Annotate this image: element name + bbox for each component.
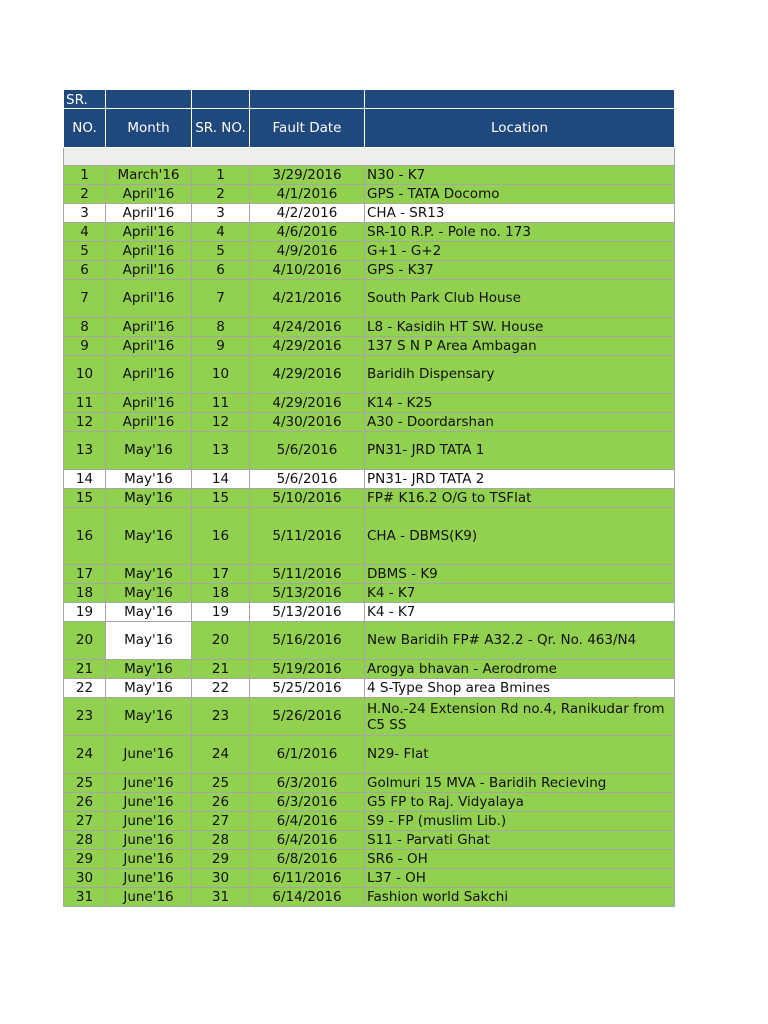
cell-sr[interactable]: 14 [64,470,106,489]
table-row [64,679,675,698]
table-row [64,508,675,565]
cell-sr[interactable]: 8 [64,318,106,337]
table-row [64,318,675,337]
cell-month[interactable]: June'16 [106,831,192,850]
cell-location[interactable]: CHA - SR13 [365,204,675,223]
table-row [64,698,675,736]
cell-location[interactable]: CHA - DBMS(K9) [365,508,675,565]
table-row [64,812,675,831]
cell-fault-date[interactable]: 5/13/2016 [250,584,365,603]
header-blank [106,90,192,109]
cell-sr-no[interactable]: 25 [192,774,250,793]
cell-location[interactable]: SR-10 R.P. - Pole no. 173 [365,223,675,242]
cell-sr-no[interactable]: 5 [192,242,250,261]
cell-sr-no[interactable]: 16 [192,508,250,565]
cell-location[interactable]: S11 - Parvati Ghat [365,831,675,850]
cell-sr[interactable]: 27 [64,812,106,831]
table-row [64,280,675,318]
cell-location[interactable]: L37 - OH [365,869,675,888]
cell-sr-no[interactable]: 30 [192,869,250,888]
cell-month[interactable]: April'16 [106,280,192,318]
cell-location[interactable]: N29- Flat [365,736,675,774]
cell-fault-date[interactable]: 5/16/2016 [250,622,365,660]
cell-location[interactable]: L8 - Kasidih HT SW. House [365,318,675,337]
cell-sr[interactable]: 10 [64,356,106,394]
cell-fault-date[interactable]: 4/29/2016 [250,394,365,413]
cell-month[interactable]: April'16 [106,394,192,413]
cell-sr-no[interactable]: 1 [192,166,250,185]
cell-location[interactable]: South Park Club House [365,280,675,318]
cell-location[interactable]: PN31- JRD TATA 2 [365,470,675,489]
cell-month[interactable]: May'16 [106,679,192,698]
table-row [64,432,675,470]
cell-sr[interactable]: 18 [64,584,106,603]
cell-month[interactable]: June'16 [106,736,192,774]
cell-sr[interactable]: 12 [64,413,106,432]
cell-month[interactable]: June'16 [106,869,192,888]
cell-fault-date[interactable]: 4/6/2016 [250,223,365,242]
cell-sr-no[interactable]: 31 [192,888,250,907]
cell-sr[interactable]: 15 [64,489,106,508]
cell-sr[interactable]: 23 [64,698,106,736]
header-fault-date[interactable]: Fault Date [250,109,365,148]
cell-sr-no[interactable]: 22 [192,679,250,698]
cell-month[interactable]: June'16 [106,850,192,869]
cell-location[interactable]: Arogya bhavan - Aerodrome [365,660,675,679]
cell-month[interactable]: May'16 [106,660,192,679]
cell-location[interactable]: FP# K16.2 O/G to TSFlat [365,489,675,508]
cell-location[interactable]: New Baridih FP# A32.2 - Qr. No. 463/N4 [365,622,675,660]
cell-month[interactable]: May'16 [106,584,192,603]
cell-sr-no[interactable]: 27 [192,812,250,831]
table-row [64,736,675,774]
cell-month[interactable]: May'16 [106,565,192,584]
cell-fault-date[interactable]: 4/2/2016 [250,204,365,223]
cell-month[interactable]: March'16 [106,166,192,185]
table-row [64,888,675,907]
cell-month[interactable]: June'16 [106,812,192,831]
cell-fault-date[interactable]: 4/30/2016 [250,413,365,432]
cell-fault-date[interactable]: 4/9/2016 [250,242,365,261]
table-row [64,223,675,242]
cell-sr[interactable]: 2 [64,185,106,204]
cell-fault-date[interactable]: 4/10/2016 [250,261,365,280]
table-row [64,831,675,850]
header-sr-top[interactable]: SR. [64,90,106,109]
cell-month[interactable]: May'16 [106,432,192,470]
cell-location[interactable]: K4 - K7 [365,584,675,603]
table-row [64,261,675,280]
cell-location[interactable]: 4 S-Type Shop area Bmines [365,679,675,698]
header-blank [365,90,675,109]
cell-sr[interactable]: 19 [64,603,106,622]
cell-location[interactable]: K14 - K25 [365,394,675,413]
header-sr-no-2[interactable]: SR. NO. [192,109,250,148]
cell-fault-date[interactable]: 5/11/2016 [250,565,365,584]
cell-fault-date[interactable]: 4/29/2016 [250,356,365,394]
cell-month[interactable]: April'16 [106,261,192,280]
cell-location[interactable]: SR6 - OH [365,850,675,869]
cell-sr[interactable]: 31 [64,888,106,907]
header-blank [250,90,365,109]
cell-month[interactable]: May'16 [106,698,192,736]
cell-location[interactable]: Golmuri 15 MVA - Baridih Recieving [365,774,675,793]
cell-sr[interactable]: 24 [64,736,106,774]
cell-sr-no[interactable]: 29 [192,850,250,869]
table-row [64,850,675,869]
cell-month[interactable]: April'16 [106,413,192,432]
table-row [64,185,675,204]
cell-fault-date[interactable]: 4/1/2016 [250,185,365,204]
table-row [64,793,675,812]
cell-sr-no[interactable]: 3 [192,204,250,223]
cell-sr-no[interactable]: 11 [192,394,250,413]
cell-month[interactable]: June'16 [106,793,192,812]
cell-sr[interactable]: 4 [64,223,106,242]
cell-sr[interactable]: 21 [64,660,106,679]
cell-sr-no[interactable]: 20 [192,622,250,660]
spacer-row [64,148,675,166]
cell-sr-no[interactable]: 6 [192,261,250,280]
table-row [64,660,675,679]
cell-sr[interactable]: 16 [64,508,106,565]
table-row [64,470,675,489]
cell-location[interactable]: G5 FP to Raj. Vidyalaya [365,793,675,812]
cell-sr[interactable]: 30 [64,869,106,888]
cell-sr-no[interactable]: 2 [192,185,250,204]
cell-month[interactable]: May'16 [106,489,192,508]
cell-location[interactable]: 137 S N P Area Ambagan [365,337,675,356]
cell-month[interactable]: May'16 [106,603,192,622]
cell-month[interactable]: June'16 [106,774,192,793]
spacer-cell[interactable] [64,148,675,166]
cell-fault-date[interactable]: 5/11/2016 [250,508,365,565]
header-sr-no[interactable]: NO. [64,109,106,148]
table-header [64,90,675,166]
table-row [64,869,675,888]
cell-fault-date[interactable]: 6/1/2016 [250,736,365,774]
cell-location[interactable]: A30 - Doordarshan [365,413,675,432]
cell-month[interactable]: May'16 [106,622,192,660]
header-blank [192,90,250,109]
cell-sr[interactable]: 13 [64,432,106,470]
cell-month[interactable]: April'16 [106,318,192,337]
cell-fault-date[interactable]: 5/25/2016 [250,679,365,698]
cell-location[interactable]: N30 - K7 [365,166,675,185]
cell-sr[interactable]: 9 [64,337,106,356]
table-body [64,166,675,907]
cell-month[interactable]: May'16 [106,508,192,565]
cell-sr-no[interactable]: 23 [192,698,250,736]
cell-fault-date[interactable]: 5/6/2016 [250,432,365,470]
cell-sr-no[interactable]: 7 [192,280,250,318]
cell-location[interactable]: GPS - TATA Docomo [365,185,675,204]
table-row [64,413,675,432]
cell-month[interactable]: May'16 [106,470,192,489]
table-row [64,489,675,508]
cell-sr-no[interactable]: 8 [192,318,250,337]
cell-fault-date[interactable]: 5/26/2016 [250,698,365,736]
table-row [64,337,675,356]
fault-table [63,89,675,907]
cell-sr[interactable]: 22 [64,679,106,698]
cell-fault-date[interactable]: 5/13/2016 [250,603,365,622]
cell-location[interactable]: K4 - K7 [365,603,675,622]
cell-fault-date[interactable]: 5/10/2016 [250,489,365,508]
table-row [64,356,675,394]
cell-location[interactable]: S9 - FP (muslim Lib.) [365,812,675,831]
cell-sr-no[interactable]: 28 [192,831,250,850]
cell-sr-no[interactable]: 4 [192,223,250,242]
cell-fault-date[interactable]: 6/4/2016 [250,812,365,831]
cell-month[interactable]: April'16 [106,223,192,242]
cell-sr[interactable]: 17 [64,565,106,584]
cell-fault-date[interactable]: 3/29/2016 [250,166,365,185]
cell-fault-date[interactable]: 6/3/2016 [250,774,365,793]
cell-location[interactable]: DBMS - K9 [365,565,675,584]
cell-sr[interactable]: 3 [64,204,106,223]
cell-fault-date[interactable]: 4/24/2016 [250,318,365,337]
cell-location[interactable]: Baridih Dispensary [365,356,675,394]
cell-month[interactable]: April'16 [106,337,192,356]
cell-fault-date[interactable]: 6/3/2016 [250,793,365,812]
cell-sr[interactable]: 28 [64,831,106,850]
cell-sr-no[interactable]: 14 [192,470,250,489]
cell-fault-date[interactable]: 6/14/2016 [250,888,365,907]
table-row [64,584,675,603]
cell-sr-no[interactable]: 12 [192,413,250,432]
cell-fault-date[interactable]: 4/21/2016 [250,280,365,318]
cell-sr-no[interactable]: 17 [192,565,250,584]
cell-sr[interactable]: 25 [64,774,106,793]
table-row [64,603,675,622]
cell-location[interactable]: H.No.-24 Extension Rd no.4, Ranikudar from C5 SS [365,698,675,736]
cell-sr[interactable]: 1 [64,166,106,185]
cell-sr-no[interactable]: 19 [192,603,250,622]
table-row [64,394,675,413]
table-row [64,565,675,584]
cell-sr-no[interactable]: 24 [192,736,250,774]
cell-sr[interactable]: 6 [64,261,106,280]
cell-sr-no[interactable]: 9 [192,337,250,356]
cell-sr[interactable]: 5 [64,242,106,261]
table-row [64,774,675,793]
cell-sr-no[interactable]: 21 [192,660,250,679]
cell-location[interactable]: G+1 - G+2 [365,242,675,261]
cell-month[interactable]: April'16 [106,185,192,204]
cell-sr[interactable]: 26 [64,793,106,812]
table-row [64,166,675,185]
table-row [64,622,675,660]
cell-location[interactable]: PN31- JRD TATA 1 [365,432,675,470]
cell-sr[interactable]: 20 [64,622,106,660]
cell-sr-no[interactable]: 13 [192,432,250,470]
cell-fault-date[interactable]: 5/19/2016 [250,660,365,679]
header-location[interactable]: Location [365,109,675,148]
cell-month[interactable]: April'16 [106,242,192,261]
cell-sr-no[interactable]: 10 [192,356,250,394]
cell-fault-date[interactable]: 6/11/2016 [250,869,365,888]
cell-sr[interactable]: 11 [64,394,106,413]
header-month[interactable]: Month [106,109,192,148]
cell-month[interactable]: June'16 [106,888,192,907]
table-row [64,204,675,223]
cell-sr-no[interactable]: 26 [192,793,250,812]
cell-fault-date[interactable]: 6/4/2016 [250,831,365,850]
cell-fault-date[interactable]: 5/6/2016 [250,470,365,489]
cell-fault-date[interactable]: 4/29/2016 [250,337,365,356]
cell-location[interactable]: GPS - K37 [365,261,675,280]
cell-location[interactable]: Fashion world Sakchi [365,888,675,907]
cell-month[interactable]: April'16 [106,204,192,223]
cell-month[interactable]: April'16 [106,356,192,394]
cell-sr[interactable]: 7 [64,280,106,318]
cell-sr-no[interactable]: 15 [192,489,250,508]
table-row [64,242,675,261]
cell-sr[interactable]: 29 [64,850,106,869]
cell-fault-date[interactable]: 6/8/2016 [250,850,365,869]
cell-sr-no[interactable]: 18 [192,584,250,603]
